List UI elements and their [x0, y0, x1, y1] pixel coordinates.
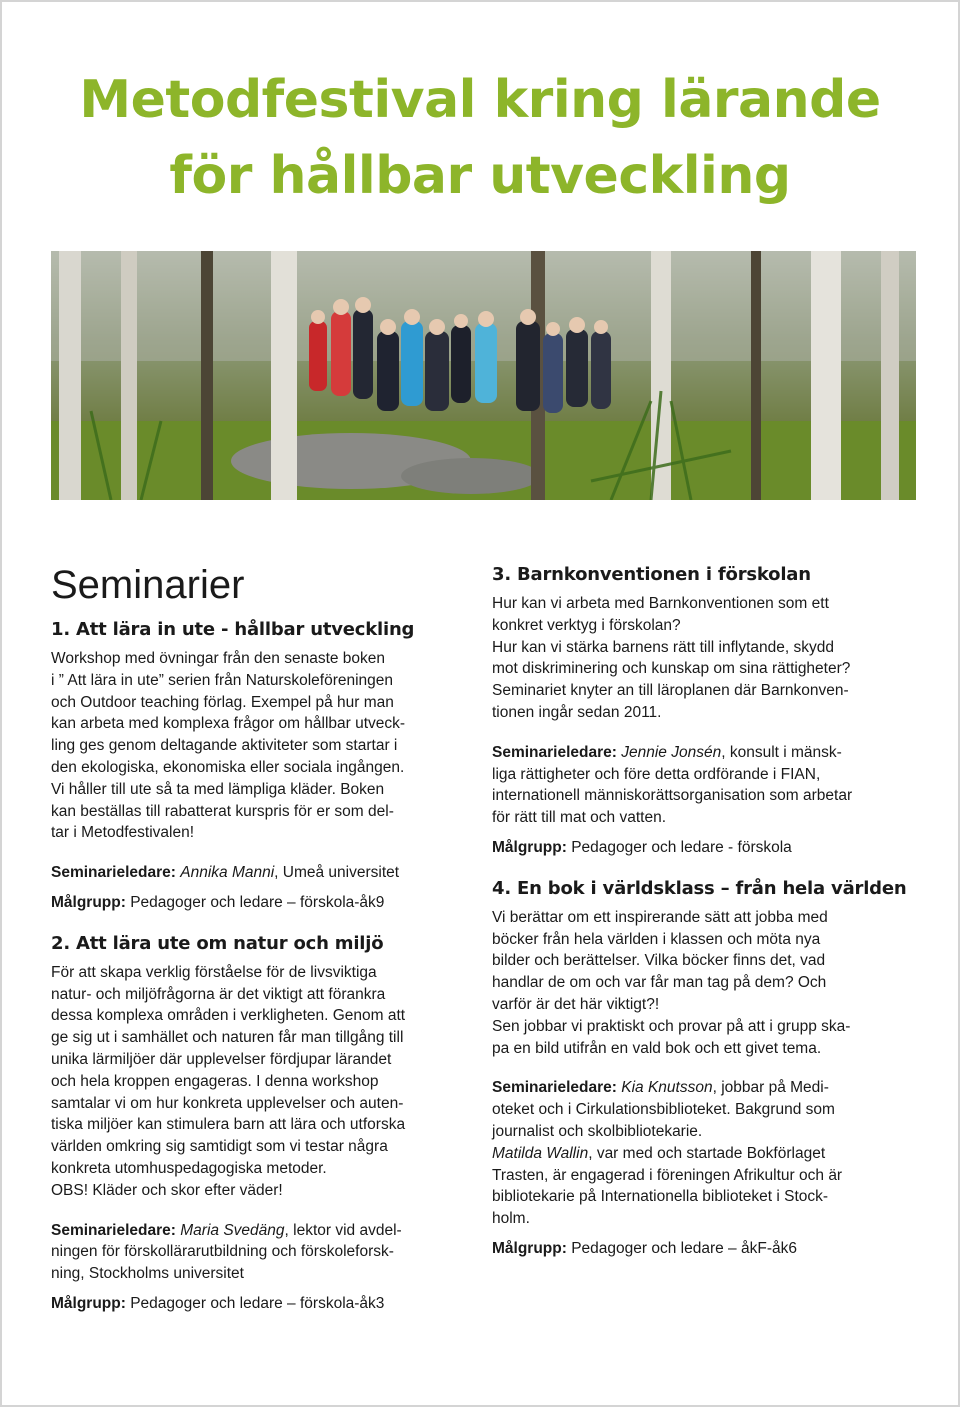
desc-line: ling ges genom deltagande aktiviteter som startar i	[51, 737, 398, 755]
audience-label: Målgrupp:	[51, 1294, 126, 1312]
leader-2-affiliation: bibliotekarie på Internationella biblioteket i Stock-	[492, 1188, 829, 1206]
desc-line: världen omkring sig samtidigt som vi testar några	[51, 1138, 388, 1156]
desc-line: och hela kroppen engageras. I denna workshop	[51, 1072, 379, 1090]
desc-line: Hur kan vi arbeta med Barnkonventionen som ett	[492, 595, 829, 612]
seminar-1-leader	[51, 862, 471, 884]
desc-line: ge sig ut i samhället och naturen får man tillgång till	[51, 1029, 404, 1047]
leader-2-affiliation: Trasten, är engagerad i föreningen Afrikultur och är	[492, 1166, 843, 1184]
seminar-3-heading: 3. Barnkonventionen i förskolan	[492, 564, 811, 585]
desc-line: konkret verktyg i förskolan?	[492, 616, 681, 634]
desc-line: och Outdoor teaching förlag. Exempel på hur man	[51, 693, 394, 711]
leader-2-name: Matilda Wallin	[492, 1144, 589, 1162]
desc-line: pa en bild utifrån en vald bok och ett givet tema.	[492, 1039, 822, 1057]
seminar-3-description	[492, 593, 917, 724]
desc-line: tar i Metodfestivalen!	[51, 824, 195, 842]
audience-value: Pedagoger och ledare – förskola-åk3	[130, 1294, 385, 1312]
leader-affiliation: ningen för förskollärarutbildning och förskoleforsk-	[51, 1243, 394, 1261]
forest-group-photo	[51, 251, 916, 500]
desc-line: unika lärmiljöer där upplevelser fördjupar lärandet	[51, 1050, 392, 1068]
seminar-2-heading: 2. Att lära ute om natur och miljö	[51, 932, 384, 954]
seminar-1	[51, 618, 471, 914]
desc-line: För att skapa verklig förståelse för de livsviktiga	[51, 963, 377, 981]
forest-photo-illustration	[51, 251, 916, 500]
desc-line: varför är det här viktigt?!	[492, 995, 660, 1013]
audience-label: Målgrupp:	[51, 893, 126, 911]
audience-label: Målgrupp:	[492, 838, 567, 856]
desc-line: i ” Att lära in ute” serien från Naturskoleföreningen	[51, 671, 394, 689]
seminar-2-leader	[51, 1220, 471, 1285]
desc-line: dessa komplexa områden i verkligheten. Genom att	[51, 1007, 406, 1025]
leader-affiliation: internationell människorättsorganisation som arbetar	[492, 787, 853, 805]
desc-line: bilder och berättelser. Vilka böcker finns det, vad	[492, 952, 826, 970]
title-line-1: Metodfestival kring lärande	[79, 70, 881, 130]
leader-name: Annika Manni	[180, 864, 275, 882]
seminar-4	[492, 877, 917, 1260]
seminar-1-audience	[51, 892, 471, 914]
leader-label: Seminarieledare:	[51, 1221, 176, 1239]
page-title	[0, 62, 960, 214]
leader-affiliation: oteket och i Cirkulationsbiblioteket. Bakgrund som	[492, 1101, 835, 1119]
leader-2-affiliation: holm.	[492, 1210, 530, 1228]
leader-label: Seminarieledare:	[492, 743, 617, 761]
leader-label: Seminarieledare:	[492, 1079, 617, 1097]
title-line-2: för hållbar utveckling	[169, 146, 791, 206]
leader-name: Kia Knutsson	[621, 1079, 713, 1097]
desc-line: den ekologiska, ekonomiska eller sociala ingången.	[51, 758, 405, 776]
desc-line: Sen jobbar vi praktiskt och provar på att i grupp ska-	[492, 1017, 851, 1035]
seminar-4-description	[492, 907, 917, 1060]
desc-line: Vi berättar om ett inspirerande sätt att jobba med	[492, 908, 828, 926]
desc-line: handlar de om och var får man tag på dem? Och	[492, 974, 827, 992]
seminar-1-description	[51, 648, 471, 844]
desc-line: Vi håller till ute så ta med lämpliga kläder. Boken	[51, 780, 385, 798]
seminar-4-heading: 4. En bok i världsklass – från hela världen	[492, 877, 907, 899]
audience-value: Pedagoger och ledare - förskola	[571, 838, 792, 856]
seminar-2-audience	[51, 1293, 471, 1315]
leader-label: Seminarieledare:	[51, 864, 176, 882]
section-heading: Seminarier	[51, 563, 245, 607]
seminar-3-leader	[492, 742, 917, 829]
desc-line: Hur kan vi stärka barnens rätt till inflytande, skydd	[492, 638, 835, 656]
column-right	[492, 563, 917, 1260]
leader-affiliation: för rätt till mat och vatten.	[492, 809, 667, 827]
desc-line: böcker från hela världen i klassen och möta nya	[492, 930, 821, 948]
desc-line: tionen ingår sedan 2011.	[492, 703, 662, 721]
audience-label: Målgrupp:	[492, 1239, 567, 1257]
seminar-3-audience	[492, 837, 917, 859]
desc-line: natur- och miljöfrågorna är det viktigt att förankra	[51, 985, 386, 1003]
leader-affiliation: , Umeå universitet	[274, 864, 400, 882]
seminar-1-heading: 1. Att lära in ute - hållbar utveckling	[51, 619, 415, 640]
leader-affiliation: , jobbar på Medi-	[712, 1079, 829, 1097]
desc-line: Workshop med övningar från den senaste boken	[51, 650, 386, 667]
leader-name: Jennie Jonsén	[621, 743, 722, 761]
leader-affiliation: , konsult i mänsk-	[721, 743, 842, 761]
desc-line: tiska miljöer kan stimulera barn att lära och utforska	[51, 1116, 406, 1134]
audience-value: Pedagoger och ledare – åkF-åk6	[571, 1239, 797, 1257]
desc-line: samtalar vi om hur konkreta upplevelser och auten-	[51, 1094, 404, 1112]
seminar-4-leader	[492, 1077, 917, 1230]
audience-value: Pedagoger och ledare – förskola-åk9	[130, 893, 385, 911]
seminar-2-description	[51, 962, 471, 1202]
desc-line: mot diskriminering och kunskap om sina rättigheter?	[492, 660, 851, 678]
leader-2-affiliation: , var med och startade Bokförlaget	[588, 1144, 826, 1162]
column-left	[51, 560, 471, 1315]
leader-affiliation: liga rättigheter och före detta ordförande i FIAN,	[492, 765, 821, 783]
leader-affiliation: ning, Stockholms universitet	[51, 1265, 244, 1283]
desc-line: OBS! Kläder och skor efter väder!	[51, 1181, 283, 1199]
leader-affiliation: , lektor vid avdel-	[284, 1221, 402, 1239]
desc-line: kan arbeta med komplexa frågor om hållbar utveck-	[51, 715, 406, 733]
leader-name: Maria Svedäng	[180, 1221, 285, 1239]
seminar-4-audience	[492, 1238, 917, 1260]
desc-line: konkreta utomhuspedagogiska metoder.	[51, 1159, 327, 1177]
desc-line: Seminariet knyter an till läroplanen där Barnkonven-	[492, 682, 849, 700]
desc-line: kan beställas till rabatterat kurspris för er som del-	[51, 802, 394, 820]
seminar-3	[492, 563, 917, 859]
leader-affiliation: journalist och skolbibliotekarie.	[492, 1122, 703, 1140]
seminar-2	[51, 932, 471, 1315]
